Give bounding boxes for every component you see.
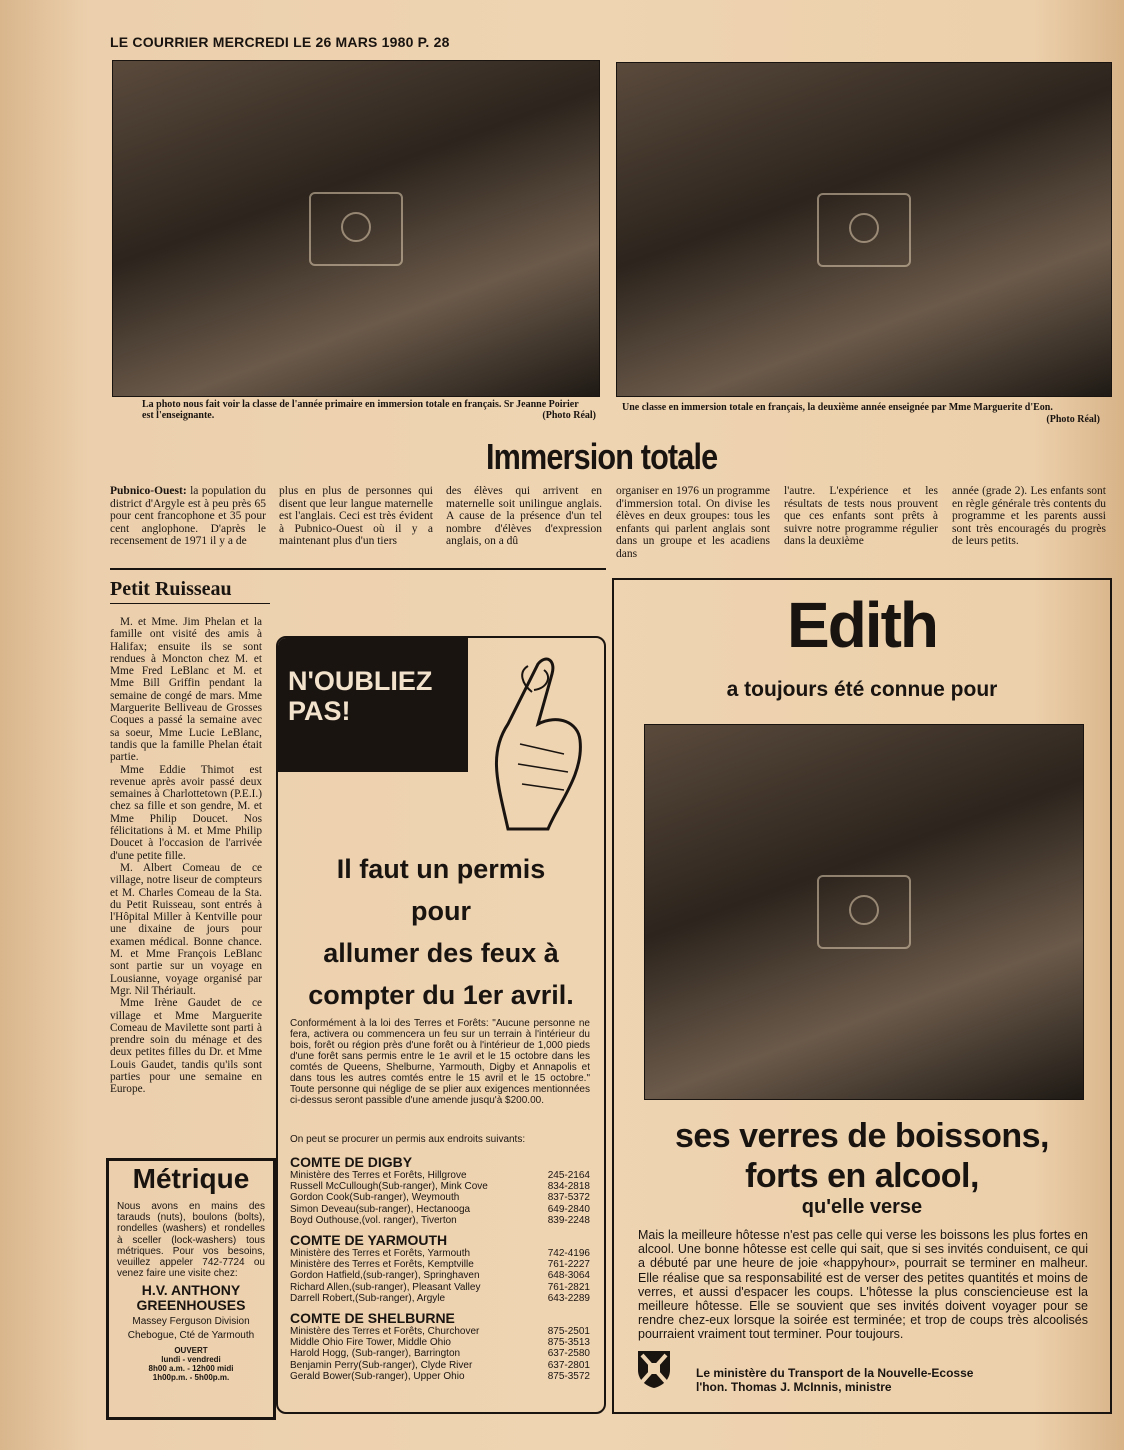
petit-ruisseau-body xyxy=(110,616,262,1096)
location-name: Ministère des Terres et Forêts, Yarmouth xyxy=(290,1248,471,1260)
location-row xyxy=(290,1192,590,1203)
location-name: Ministère des Terres et Forêts, Hillgrove xyxy=(290,1170,467,1181)
headline-line: ses verres de boissons, xyxy=(674,1117,1050,1155)
location-phone: 649-2840 xyxy=(547,1203,590,1215)
classroom-photo-left xyxy=(112,60,600,397)
location-row xyxy=(290,1270,590,1281)
permit-law-text: Conformément à la loi des Terres et Forêts: "Aucune personne ne fera, activera ou commencera un feu sur un terrain à l'intérieur du bois, forêt ou région près d'une forêt ou à l'intérieur de 1,000 pieds d'une forêt sans permis entre le 1e avril et le 15 octobre dans les comtés de Queens, Shelburne, Yarmouth, Digby et Annapolis et dans tous les autres comtés entre le 15 avril et le 15 octobre." Toute personne qui néglige de se plier aux exigences mentionnées ci-dessus seront passible d'une amende jusqu'à $200.00. xyxy=(290,1018,590,1106)
location-name: Boyd Outhouse,(vol. ranger), Tiverton xyxy=(290,1214,457,1226)
paragraph: Mme Irène Gaudet de ce village et Mme Marguerite Comeau de Mavilette sont parti à prendre soin du ménage et des deux petites filles du Dr. et Mme Louis Gaudet, tandis qu'ils sont parties pour une semaine en Europe. xyxy=(110,997,262,1096)
location-row xyxy=(290,1348,590,1359)
location-name: Darrell Robert,(Sub-ranger), Argyle xyxy=(290,1292,446,1304)
location-phone: 875-3572 xyxy=(547,1370,590,1382)
headline-line: pour xyxy=(411,896,471,926)
location-phone: 839-2248 xyxy=(547,1214,590,1226)
location-name: Russell McCullough(Sub-ranger), Mink Cove xyxy=(290,1181,488,1193)
photo-right-caption xyxy=(622,402,1102,413)
photo-icon xyxy=(817,875,911,949)
edith-headline-3: qu'elle verse xyxy=(801,1196,923,1218)
location-phone: 761-2227 xyxy=(547,1259,590,1271)
location-name: Benjamin Perry(Sub-ranger), Clyde River xyxy=(290,1359,473,1371)
location-row xyxy=(290,1248,590,1259)
company-location: Chebogue, Cté de Yarmouth xyxy=(127,1330,255,1342)
metrique-title: Métrique xyxy=(132,1163,250,1194)
paragraph: M. et Mme. Jim Phelan et la famille ont visité des amis à Halifax; ensuite ils se sont rendues à Moncton chez M. et Mme Fred LeBlanc et M. et Mme Bill Griffin pendant la semaine de congé de mars. Mme Marguerite Belliveau de Grosses Coques a passé la semaine avec sa soeur, Mme Lucie LeBlanc, tandis que la famille Phelan était partie. xyxy=(110,616,262,764)
caption-text: La photo nous fait voir la classe de l'année primaire en immersion totale en français. Sr Jeanne Poirier est l'enseignante. xyxy=(142,399,579,421)
location-phone: 643-2289 xyxy=(547,1292,590,1304)
headline-line: allumer des feux à xyxy=(323,938,559,968)
hours-line: lundi - vendredi xyxy=(161,1355,221,1365)
company-line: GREENHOUSES xyxy=(136,1297,246,1314)
sponsor xyxy=(696,1366,973,1394)
article-col-4: organiser en 1976 un programme d'immersion total. On divise les élèves en deux groupes: tous les enfants qui parlent anglais sont dans un groupe et les acadiens dans xyxy=(616,485,770,560)
location-name: Simon Deveau(sub-ranger), Hectanooga xyxy=(290,1203,471,1215)
paragraph: M. Albert Comeau de ce village, notre liseur de compteurs et M. Charles Comeau de la Sta. du Petit Ruisseau, sont entrés à l'Hôpital Miller à Kentville pour une dixaine de jours pour examen médical. Bonne chance. M. et Mme François LeBlanc sont partie sur un voyage en Lousianne, voyage organisé par Mgr. Nil Thériault. xyxy=(110,861,262,997)
divider xyxy=(110,603,270,604)
location-name: Middle Ohio Fire Tower, Middle Ohio xyxy=(290,1337,451,1349)
location-phone: 834-2818 xyxy=(547,1181,590,1193)
headline-line: compter du 1er avril. xyxy=(308,980,574,1010)
edith-headline xyxy=(614,1116,1110,1196)
party-photo xyxy=(644,724,1084,1100)
article-col-6: année (grade 2). Les enfants sont en règle générale très contents du programme et les parents aussi sont très encouragés du progrès de leurs petits. xyxy=(952,485,1106,548)
location-row xyxy=(290,1181,590,1192)
hours-line: 1h00p.m. - 5h00p.m. xyxy=(152,1373,230,1383)
article-col-1 xyxy=(110,485,266,548)
article-headline: Immersion totale xyxy=(486,436,718,477)
location-name: Richard Allen,(sub-ranger), Pleasant Valley xyxy=(290,1281,481,1293)
location-phone: 637-2801 xyxy=(547,1359,590,1371)
county-heading: COMTE DE DIGBY xyxy=(290,1154,413,1170)
location-name: Gordon Cook(Sub-ranger), Weymouth xyxy=(290,1192,460,1204)
article-col-2: plus en plus de personnes qui disent que leur langue maternelle est l'anglais. Ceci est très évident à Pubnico-Ouest où il y a maintenant plus d'un tiers xyxy=(279,485,433,548)
edith-title: Edith xyxy=(787,589,937,661)
location-row xyxy=(290,1259,590,1270)
company-division: Massey Ferguson Division xyxy=(132,1316,250,1328)
location-phone: 837-5372 xyxy=(547,1192,590,1204)
location-phone: 875-2501 xyxy=(547,1326,590,1338)
location-phone: 761-2821 xyxy=(547,1281,590,1293)
classroom-photo-right xyxy=(616,62,1112,397)
fire-permit-ad xyxy=(276,636,606,1414)
permit-headline xyxy=(278,848,604,1016)
location-row xyxy=(290,1293,590,1304)
hours-line: 8h00 a.m. - 12h00 midi xyxy=(148,1364,234,1374)
location-name: Gordon Hatfield,(sub-ranger), Springhaven xyxy=(290,1270,480,1282)
location-phone: 648-3064 xyxy=(547,1270,590,1282)
location-name: Ministère des Terres et Forêts, Kemptville xyxy=(290,1259,474,1271)
headline-line: forts en alcool, xyxy=(745,1157,979,1195)
location-row xyxy=(290,1371,590,1382)
caption-text: Une classe en immersion totale en français, la deuxième année enseignée par Mme Marguerite d'Eon. xyxy=(622,402,1053,413)
photo-left-credit: (Photo Réal) xyxy=(542,410,596,421)
article-col-3: des élèves qui arrivent en maternelle soit unilingue anglais. A cause de la présence d'un tel nombre d'élèves d'expression anglais, on a dû xyxy=(446,485,602,548)
sponsor-line: l'hon. Thomas J. McInnis, ministre xyxy=(696,1380,892,1394)
edith-ad xyxy=(612,578,1112,1414)
banner-line: PAS! xyxy=(288,696,351,726)
metrique-body: Nous avons en mains des tarauds (nuts), boulons (bolts), rondelles (washers) et rondelles à sceller (lock-washers) tous métriques. Pour vos besoins, veuillez appeler 742-7724 ou venez faire une visite chez: xyxy=(117,1201,265,1280)
location-row xyxy=(290,1170,590,1181)
article-col-text: la population du district d'Argyle est à peu près 65 pour cent francophone et 35 pour cent anglophone. D'après le recensement de 1971 il y a de xyxy=(110,485,266,548)
location-row xyxy=(290,1204,590,1215)
location-row xyxy=(290,1215,590,1226)
location-row xyxy=(290,1360,590,1371)
location-phone: 875-3513 xyxy=(547,1337,590,1349)
paragraph: Mme Eddie Thimot est revenue après avoir passé deux semaines à Charlottetown (P.E.I.) chez sa fille et son gendre, M. et Mme Philip Doucet. Nos félicitations à M. et Mme Philip Doucet à l'occasion de l'arrivée d'une petite fille. xyxy=(110,763,262,862)
hours-line: OUVERT xyxy=(174,1346,208,1356)
finger-string-icon xyxy=(468,644,598,834)
divider xyxy=(110,568,606,570)
location-phone: 245-2164 xyxy=(547,1170,590,1181)
company-line: H.V. ANTHONY xyxy=(141,1282,241,1299)
page-header: LE COURRIER MERCREDI LE 26 MARS 1980 P. 28 xyxy=(110,34,450,50)
edith-subtitle: a toujours été connue pour xyxy=(726,678,998,701)
edith-body: Mais la meilleure hôtesse n'est pas celle qui verse les boissons les plus fortes en alcool. Une bonne hôtesse est celle qui sait, que si ses invités conduisent, ce qui a débuté par une heure de joie «happyhour», pourrait se terminer en malheur. Elle réalise que sa responsabilité est de verser des petites quantités et moins de verres, et aussi d'espacer les coups. L'hôtesse la plus consciencieuse est la meilleure hôtesse. Elle se souvient que ses invités doivent voyager pour se rendre chez-eux lorsque la soirée est terminée; et trop de coups très alcoolisés pourraient vraiment tout terminer. Pour toujours. xyxy=(638,1228,1088,1342)
article-col-5: l'autre. L'expérience et les résultats de tests nous prouvent que ces enfants sont prêts à suivre notre programme régulier dans la deuxième xyxy=(784,485,938,548)
county-heading: COMTE DE SHELBURNE xyxy=(290,1310,455,1327)
metrique-ad xyxy=(106,1158,276,1420)
location-name: Gerald Bower(Sub-ranger), Upper Ohio xyxy=(290,1370,465,1382)
banner-text xyxy=(288,666,432,726)
location-row xyxy=(290,1326,590,1337)
location-name: Ministère des Terres et Forêts, Churchover xyxy=(290,1326,480,1338)
permit-locations xyxy=(290,1148,590,1382)
location-name: Harold Hogg, (Sub-ranger), Barrington xyxy=(290,1348,461,1360)
county-heading: COMTE DE YARMOUTH xyxy=(290,1232,448,1249)
photo-icon xyxy=(309,192,403,266)
company-name xyxy=(109,1283,273,1313)
petit-ruisseau-title: Petit Ruisseau xyxy=(110,578,232,600)
article-lead: Pubnico-Ouest: xyxy=(110,485,187,497)
business-hours xyxy=(109,1346,273,1382)
headline-line: Il faut un permis xyxy=(336,854,546,884)
photo-icon xyxy=(817,193,911,267)
permit-where: On peut se procurer un permis aux endroits suivants: xyxy=(290,1134,526,1145)
banner-line: N'OUBLIEZ xyxy=(288,666,433,696)
photo-right-credit: (Photo Réal) xyxy=(1046,414,1100,425)
location-row xyxy=(290,1337,590,1348)
location-phone: 637-2580 xyxy=(547,1348,590,1360)
location-row xyxy=(290,1282,590,1293)
reminder-banner xyxy=(278,638,468,772)
sponsor-line: Le ministère du Transport de la Nouvelle-Ecosse xyxy=(696,1366,974,1380)
nova-scotia-crest-icon xyxy=(634,1348,674,1390)
location-phone: 742-4196 xyxy=(547,1248,590,1260)
